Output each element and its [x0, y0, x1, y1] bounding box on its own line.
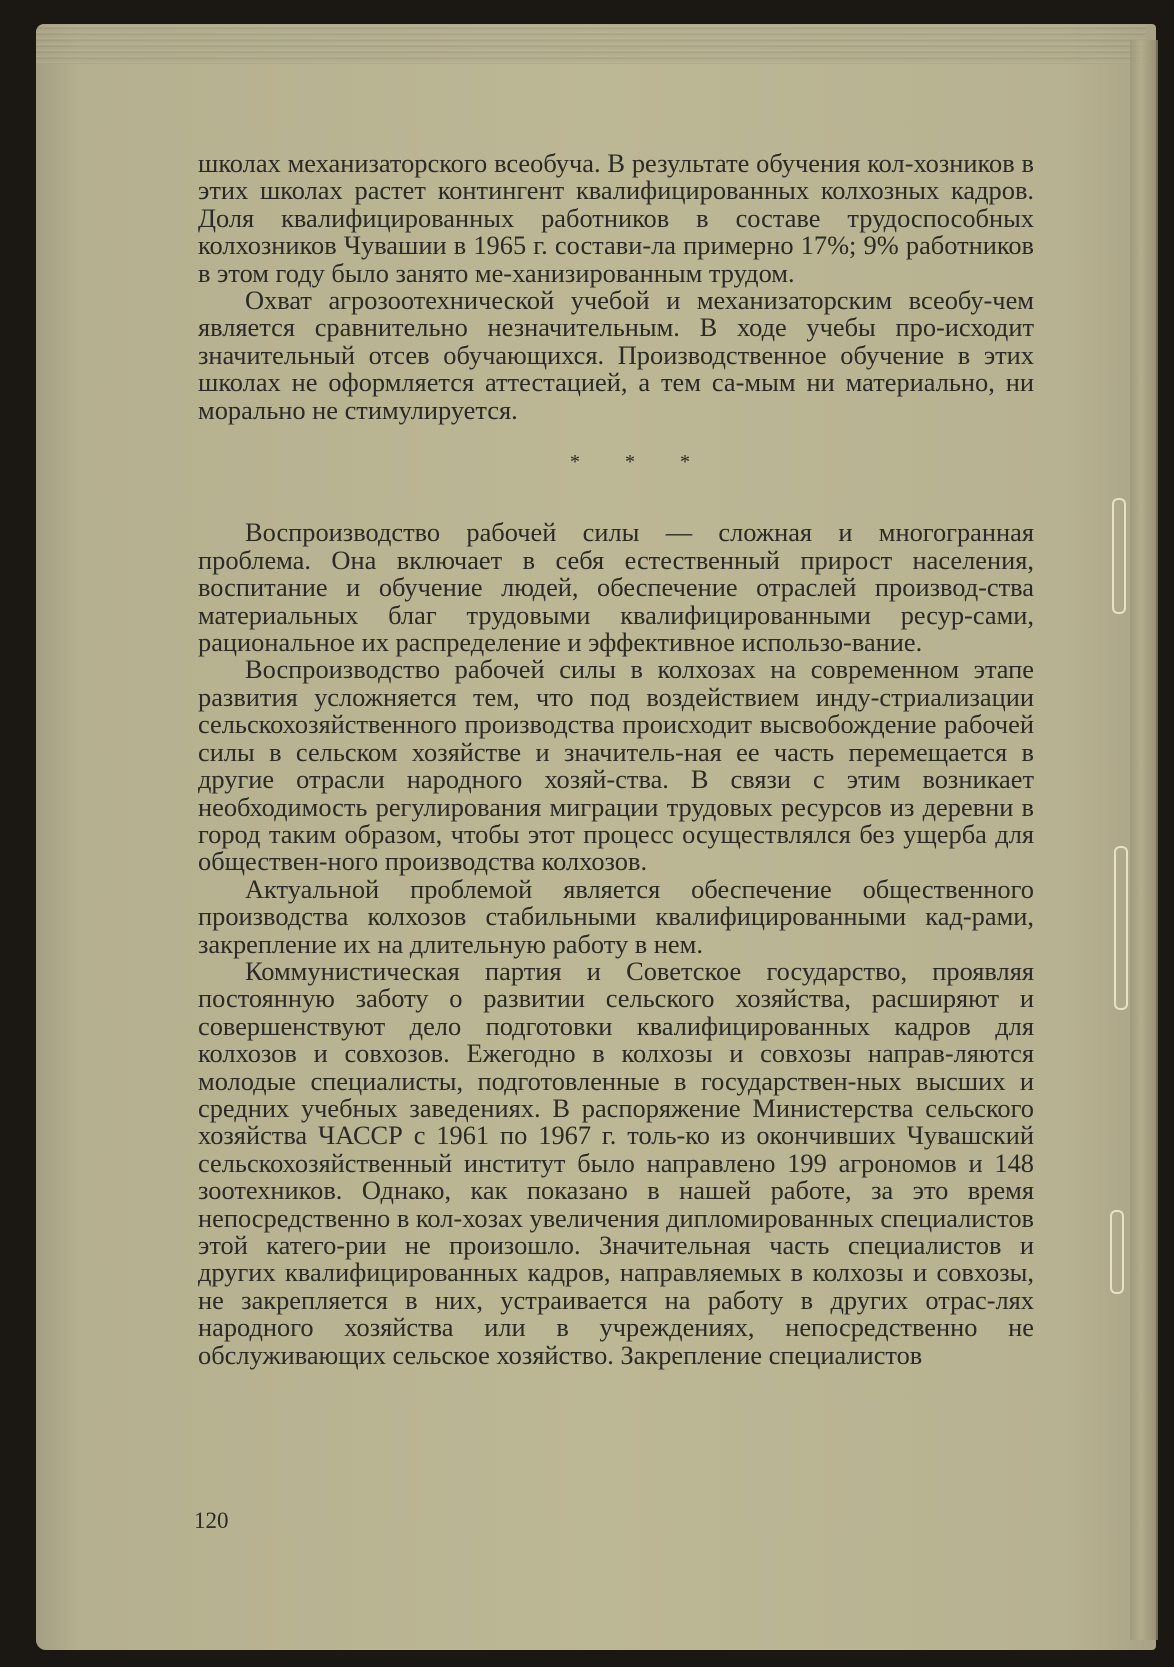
binding-thread-1 — [1112, 498, 1126, 614]
paragraph-main-1: Воспроизводство рабочей силы — сложная и многогранная проблема. Она включает в себя естественный прирост населения, воспитание и обучение людей, обеспечение отраслей производ-ства материальных благ трудовыми квалифицированными ресур-сами, рациональное их распределение и эффективное использо-вание. — [198, 517, 1034, 658]
binding-thread-2 — [1114, 846, 1128, 1010]
section-separator: * * * — [570, 451, 710, 474]
page-number: 120 — [194, 1508, 229, 1533]
page-edges — [36, 24, 1146, 64]
paragraph-top-2: Охват агрозоотехнической учебой и механизаторским всеобу-чем является сравнительно незначительным. В ходе учебы про-исходит значительный отсев обучающихся. Производственное обучение в этих школах не оформляется аттестацией, а тем са-мым ни материально, ни морально не стимулируется. — [198, 285, 1034, 425]
paragraph-top-1: школах механизаторского всеобуча. В результате обучения кол-хозников в этих школах растет контингент квалифицированных колхозных кадров. Доля квалифицированных работников в составе трудоспособных колхозников Чувашии в 1965 г. состави-ла примерно 17%; 9% работников в этом году было занято ме-ханизированным трудом. — [198, 148, 1034, 288]
paragraph-main-4: Коммунистическая партия и Советское государство, проявляя постоянную заботу о развитии сельского хозяйства, расширяют и совершенствуют дело подготовки квалифицированных кадров для колхозов и совхозов. Ежегодно в колхозы и совхозы направ-ляются молодые специалисты, подготовленные в государствен-ных высших и средних учебных заведениях. В распоряжение Министерства сельского хозяйства ЧАССР с 1961 по 1967 г. толь-ко из окончивших Чувашский сельскохозяйственный институт было направлено 199 агрономов и 148 зоотехников. Однако, как показано в нашей работе, за это время непосредственно в кол-хозах увеличения дипломированных специалистов этой катего-рии не произошло. Значительная часть специалистов и других квалифицированных кадров, направляемых в колхозы и совхозы, не закрепляется в них, устраивается на работу в других отрас-лях народного хозяйства или в учреждениях, непосредственно не обслуживающих сельское хозяйство. Закрепление специалистов — [198, 955, 1034, 1370]
body-text — [198, 150, 1034, 1369]
binding-thread-3 — [1110, 1210, 1124, 1294]
paragraph-main-2: Воспроизводство рабочей силы в колхозах на современном этапе развития усложняется тем, что под воздействием инду-стриализации сельскохозяйственного производства происходит высвобождение рабочей силы в сельском хозяйстве и значитель-ная ее часть перемещается в другие отрасли народного хозяй-ства. В связи с этим возникает необходимость регулирования миграции трудовых ресурсов из деревни в город таким образом, чтобы этот процесс осуществлялся без ущерба для обществен-ного производства колхозов. — [198, 654, 1034, 877]
book-spine — [1130, 40, 1158, 1640]
paragraph-main-3: Актуальной проблемой является обеспечение общественного производства колхозов стабильными квалифицированными кад-рами, закрепление их на длительную работу в нем. — [198, 873, 1034, 959]
